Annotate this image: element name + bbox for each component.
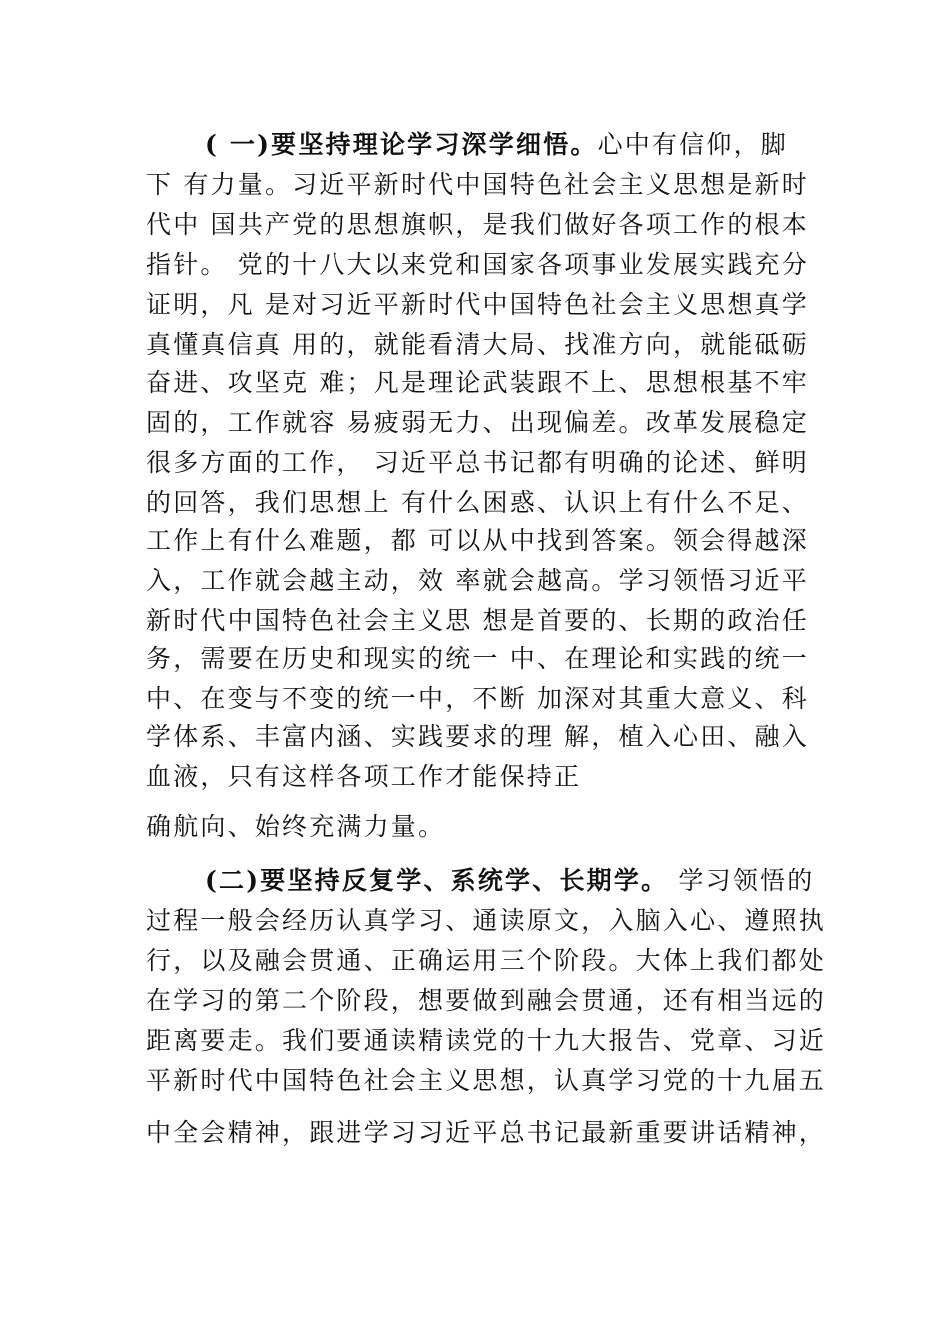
section1-heading: ( 一)要坚持理论学习深学细悟。 (205, 130, 598, 159)
section1-line: 真懂真信真 用的，就能看清大局、找准方向，就能砥砺 (146, 330, 809, 359)
section2-line: 过程一般会经历认真学习、通读原文，入脑入心、遵照执 (146, 906, 827, 935)
section1-line: 入，工作就会越主动，效 率就会越高。学习领悟习近平 (146, 566, 809, 595)
section2-line: 中全会精神，跟进学习习近平总书记最新重要讲话精神， (146, 1118, 827, 1147)
section2-first-line (205, 864, 865, 898)
section1-line: 代中 国共产党的思想旗帜，是我们做好各项工作的根本 (146, 210, 809, 239)
section1-line: 证明，凡 是对习近平新时代中国特色社会主义思想真学 (146, 290, 809, 319)
section1-line: 中、在变与不变的统一中，不断 加深对其重大意义、科 (146, 684, 809, 713)
section1-line: 确航向、始终充满力量。 (146, 812, 446, 841)
section2-line: 在学习的第二个阶段，想要做到融会贯通，还有相当远的 (146, 986, 827, 1015)
section1-line: 指针。 党的十八大以来党和国家各项事业发展实践充分 (146, 250, 809, 279)
section2-first-line-text: 学习领悟的 (668, 866, 815, 895)
section1-line: 奋进、攻坚克 难；凡是理论武装跟不上、思想根基不牢 (146, 368, 809, 397)
section1-first-line (205, 128, 865, 162)
section2-line: 平新时代中国特色社会主义思想，认真学习党的十九届五 (146, 1066, 827, 1095)
section1-line: 的回答，我们思想上 有什么困惑、认识上有什么不足、 (146, 488, 809, 517)
section1-line: 下 有力量。习近平新时代中国特色社会主义思想是新时 (146, 170, 809, 199)
section2-heading: (二)要坚持反复学、系统学、长期学。 (205, 866, 669, 895)
section2-line: 行，以及融会贯通、正确运用三个阶段。大体上我们都处 (146, 946, 827, 975)
section1-first-line-text: 心中有信仰，脚 (597, 130, 788, 159)
section2-line: 距离要走。我们要通读精读党的十九大报告、党章、习近 (146, 1026, 827, 1055)
section1-line: 新时代中国特色社会主义思 想是首要的、长期的政治任 (146, 606, 809, 635)
section1-line: 学体系、丰富内涵、实践要求的理 解，植入心田、融入 (146, 722, 809, 751)
section1-line: 务，需要在历史和现实的统一 中、在理论和实践的统一 (146, 644, 809, 673)
section1-line: 工作上有什么难题，都 可以从中找到答案。领会得越深 (146, 526, 809, 555)
section1-line: 很多方面的工作， 习近平总书记都有明确的论述、鲜明 (146, 448, 809, 477)
section1-line: 固的，工作就容 易疲弱无力、出现偏差。改革发展稳定 (146, 408, 809, 437)
section1-line: 血液，只有这样各项工作才能保持正 (146, 762, 582, 791)
